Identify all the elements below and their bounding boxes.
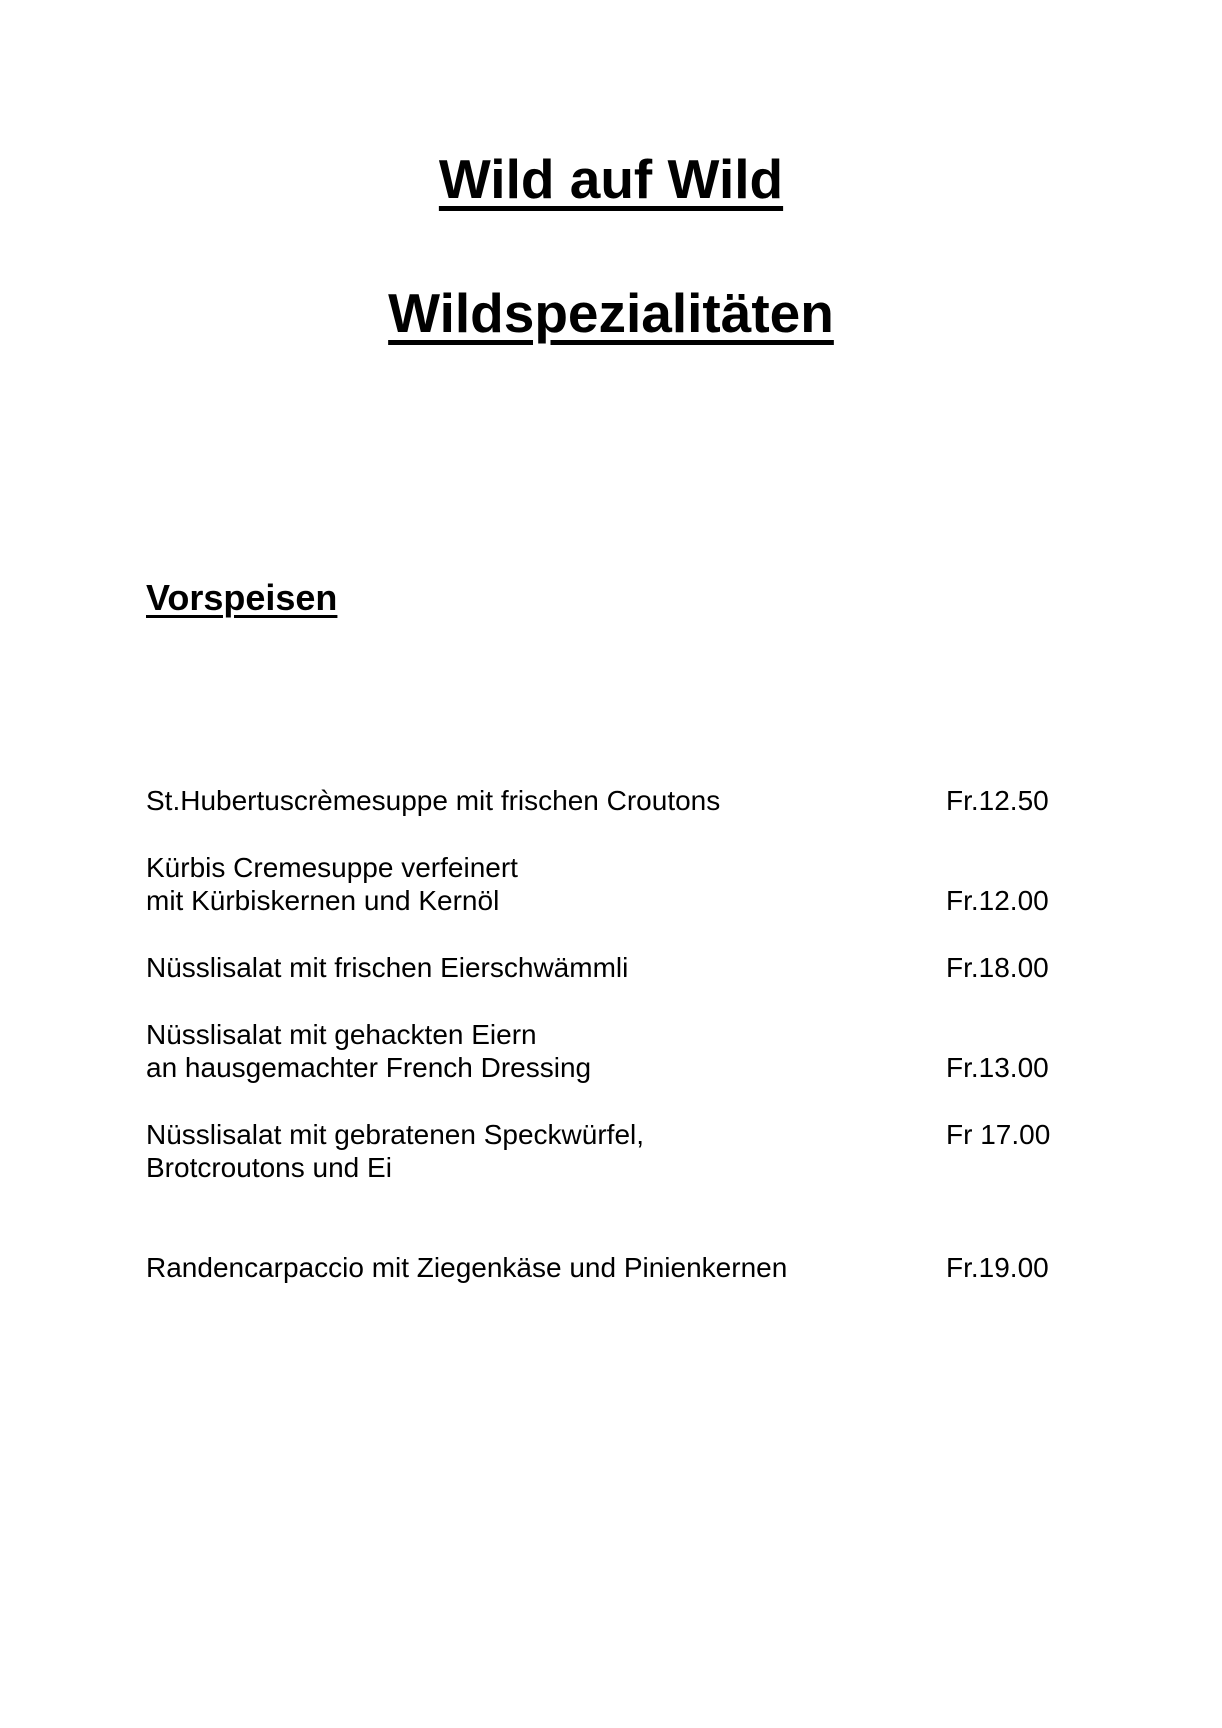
menu-item-price: Fr.12.50 [946,785,1049,816]
menu-item-price: Fr.13.00 [946,1052,1049,1083]
menu-item-line: Brotcroutons und Ei [146,1152,392,1183]
menu-item-line: Nüsslisalat mit gebratenen Speckwürfel, [146,1119,645,1150]
menu-item-line: Nüsslisalat mit gehackten Eiern [146,1019,537,1050]
menu-item-price: Fr.18.00 [946,952,1049,983]
menu-item-description [146,1251,787,1284]
menu-item-line: an hausgemachter French Dressing [146,1052,592,1083]
menu-list [146,784,1056,1284]
menu-item-price: Fr.12.00 [946,885,1049,916]
menu-item-description [146,1118,644,1184]
menu-item-line: Randencarpaccio mit Ziegenkäse und Pinienkernen [146,1252,788,1283]
menu-item-price: Fr 17.00 [946,1119,1051,1150]
page-subtitle [0,282,1222,344]
menu-item-line: mit Kürbiskernen und Kernöl [146,885,500,916]
menu-item-line: Kürbis Cremesuppe verfeinert [146,852,518,883]
section-heading-vorspeisen: Vorspeisen [146,577,338,618]
title-text: Wild auf Wild [438,148,784,210]
menu-item-description [146,784,720,817]
page-title [0,148,1222,210]
menu-item [146,1118,1056,1184]
menu-item [146,1018,1056,1084]
menu-item-description [146,1018,591,1084]
menu-item-description [146,951,628,984]
menu-item [146,851,1056,917]
menu-item [146,951,1056,984]
menu-item-line: St.Hubertuscrèmesuppe mit frischen Croutons [146,785,721,816]
menu-item-description [146,851,518,917]
subtitle-text: Wildspezialitäten [388,282,834,344]
menu-item-price: Fr.19.00 [946,1252,1049,1283]
menu-item [146,784,1056,817]
menu-item [146,1251,1056,1284]
menu-item-line: Nüsslisalat mit frischen Eierschwämmli [146,952,629,983]
